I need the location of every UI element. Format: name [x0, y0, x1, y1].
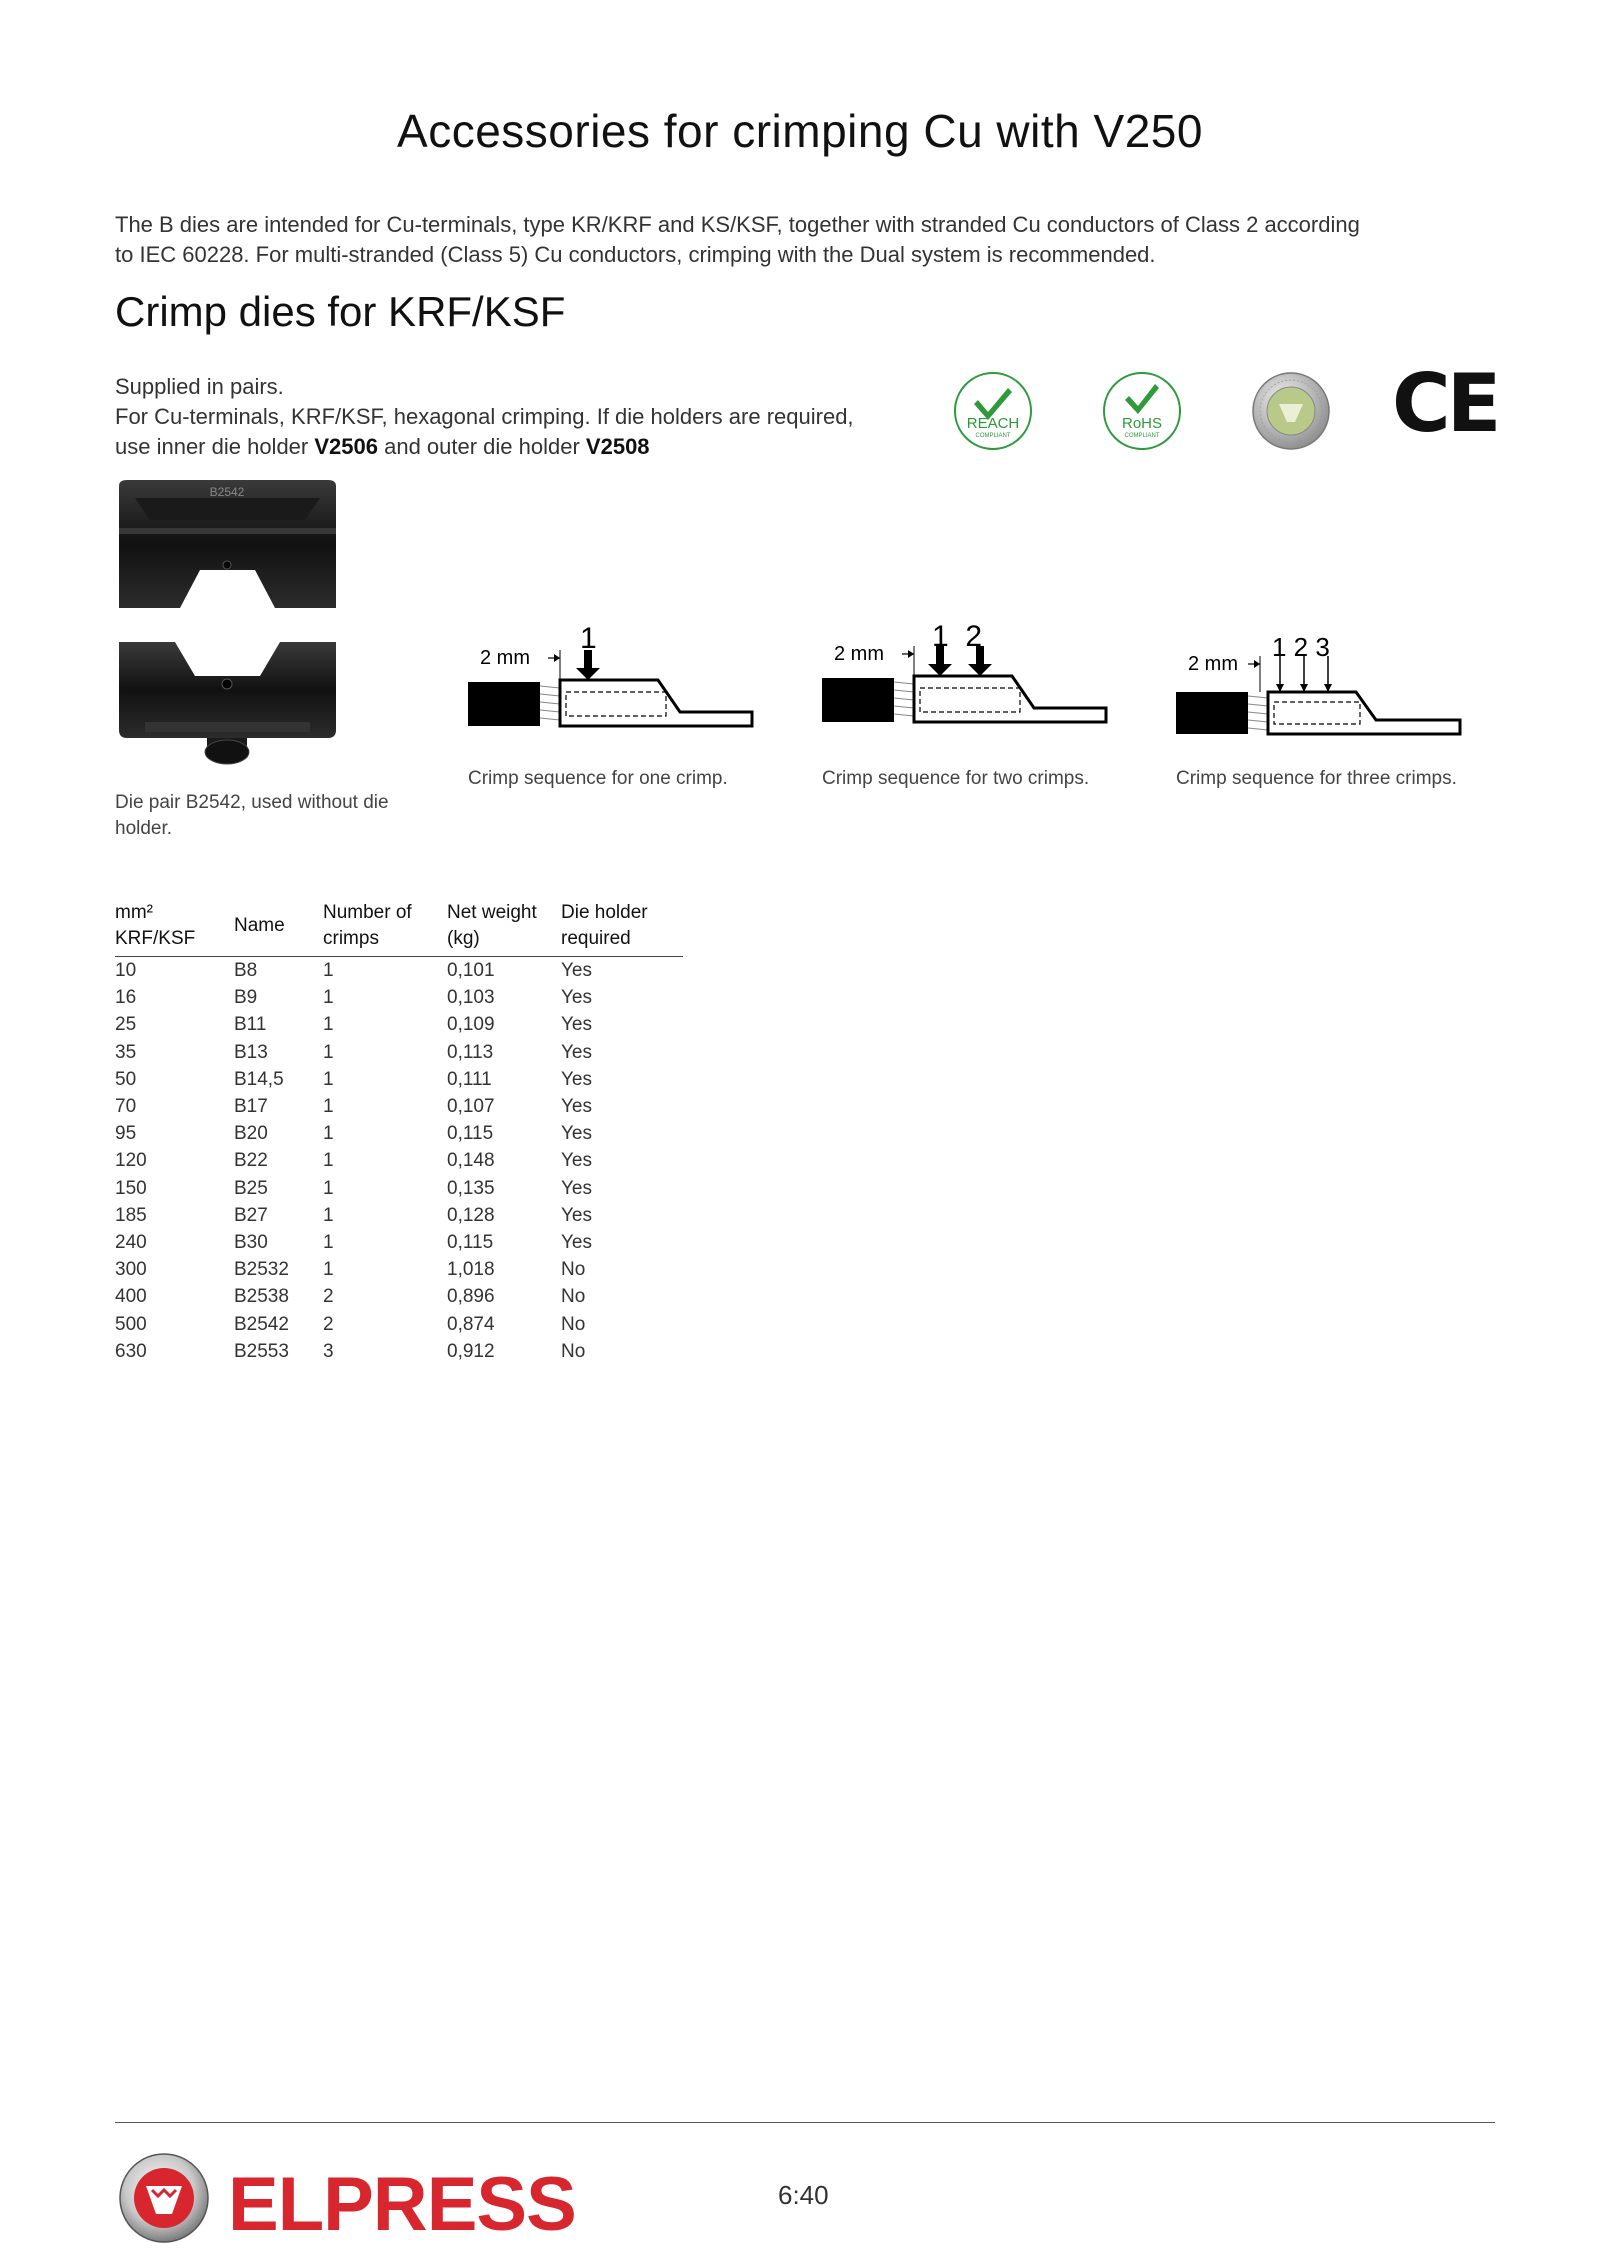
col-header-mm: mm² KRF/KSF [115, 900, 234, 957]
cell-mm: 400 [115, 1286, 147, 1308]
cell-weight: 0,109 [447, 1014, 495, 1036]
cell-name: B2538 [234, 1286, 289, 1308]
rohs-sub: COMPLIANT [1124, 433, 1160, 439]
cell-crimps: 1 [323, 1259, 334, 1281]
table-row [115, 1066, 683, 1093]
cell-crimps: 1 [323, 1123, 334, 1145]
cell-name: B22 [234, 1150, 268, 1172]
cell-mm: 70 [115, 1096, 137, 1118]
ce-mark: CE [1392, 357, 1498, 450]
table-row [115, 1039, 683, 1066]
cell-weight: 0,912 [447, 1340, 495, 1362]
cell-mm: 25 [115, 1014, 137, 1036]
footer-divider [115, 2122, 1495, 2123]
rohs-label: RoHS [1121, 415, 1163, 432]
cell-name: B2553 [234, 1340, 289, 1362]
cell-name: B11 [234, 1014, 267, 1036]
col-header-weight: Net weight (kg) [447, 900, 561, 957]
cell-weight: 0,135 [447, 1177, 495, 1199]
col-header-crimps: Number of crimps [323, 900, 447, 957]
cell-weight: 1,018 [447, 1259, 495, 1281]
intro-paragraph: The B dies are intended for Cu-terminals, type KR/KRF and KS/KSF, together with stranded Cu conductors of Class 2 according to IEC 60228. For multi-stranded (Class 5) Cu conductors, crimping with the Dual system is recommended. [115, 212, 1360, 267]
cell-mm: 185 [115, 1204, 147, 1226]
crimp-diagram-three [1176, 620, 1466, 740]
cell-name: B27 [234, 1204, 268, 1226]
crimp-numbers: 1 2 3 [1272, 632, 1330, 662]
cell-holder: No [561, 1259, 586, 1281]
photo-caption: Die pair B2542, used without die holder. [115, 792, 389, 839]
cell-holder: No [561, 1286, 586, 1308]
cell-holder: Yes [561, 1204, 592, 1226]
cell-weight: 0,111 [447, 1068, 492, 1090]
cell-crimps: 1 [323, 1150, 334, 1172]
cell-weight: 0,107 [447, 1096, 495, 1118]
table-body [115, 957, 683, 1366]
cell-mm: 50 [115, 1068, 137, 1090]
crimp-diagram-two [822, 620, 1112, 740]
dim-label: 2 mm [480, 647, 530, 669]
col-header-name: Name [234, 900, 323, 957]
cell-holder: Yes [561, 1014, 592, 1036]
cell-crimps: 1 [323, 1177, 334, 1199]
holder-line: use inner die holder V2506 and outer die holder V2508 [115, 434, 650, 459]
cell-name: B20 [234, 1123, 268, 1145]
section-heading: Crimp dies for KRF/KSF [115, 288, 566, 335]
cell-holder: Yes [561, 1096, 592, 1118]
cell-mm: 630 [115, 1340, 147, 1362]
table-row [115, 1093, 683, 1120]
outer-holder-code: V2508 [585, 434, 650, 459]
inner-holder-code: V2506 [314, 434, 378, 459]
table-row [115, 1120, 683, 1147]
crimp-numbers: 1 [580, 622, 597, 655]
table-header-row [115, 900, 683, 957]
cell-crimps: 3 [323, 1340, 334, 1362]
cell-name: B17 [234, 1096, 268, 1118]
cell-holder: Yes [561, 1123, 592, 1145]
table-row [115, 1147, 683, 1174]
cell-crimps: 1 [323, 987, 334, 1009]
cell-crimps: 1 [323, 1232, 334, 1254]
cell-name: B8 [234, 960, 258, 981]
cell-crimps: 1 [323, 1041, 334, 1063]
cell-mm: 16 [115, 987, 137, 1009]
cell-name: B14,5 [234, 1068, 284, 1090]
table-row [115, 984, 683, 1011]
cell-weight: 0,103 [447, 987, 495, 1009]
terminal-line: For Cu-terminals, KRF/KSF, hexagonal crimping. If die holders are required, [115, 404, 854, 429]
col-header-holder: Die holder required [561, 900, 683, 957]
cell-name: B2542 [234, 1313, 289, 1335]
cell-crimps: 1 [323, 1096, 334, 1118]
cell-holder: Yes [561, 1041, 592, 1063]
rohs-badge [1101, 370, 1183, 452]
page-number: 6:40 [778, 2180, 829, 2210]
cell-crimps: 1 [323, 960, 334, 981]
cell-mm: 500 [115, 1313, 147, 1335]
cell-holder: Yes [561, 1232, 592, 1254]
cell-weight: 0,115 [447, 1123, 494, 1145]
cell-weight: 0,148 [447, 1150, 495, 1172]
table-row [115, 1338, 683, 1365]
cell-weight: 0,113 [447, 1041, 494, 1063]
certification-seal-icon [1250, 370, 1332, 452]
table-row [115, 1256, 683, 1283]
cell-mm: 240 [115, 1232, 147, 1254]
cell-mm: 10 [115, 960, 137, 981]
cell-weight: 0,896 [447, 1286, 495, 1308]
crimp-numbers: 1 2 [932, 620, 983, 653]
cell-name: B25 [234, 1177, 268, 1199]
cell-crimps: 2 [323, 1286, 334, 1308]
cell-name: B30 [234, 1232, 268, 1254]
cell-mm: 95 [115, 1123, 137, 1145]
cell-weight: 0,874 [447, 1313, 495, 1335]
die-top-photo [115, 478, 340, 610]
cell-crimps: 1 [323, 1204, 334, 1226]
cell-weight: 0,128 [447, 1204, 495, 1226]
cell-mm: 150 [115, 1177, 147, 1199]
supplied-line: Supplied in pairs. [115, 374, 284, 399]
cell-weight: 0,101 [447, 960, 495, 981]
table-row [115, 1202, 683, 1229]
die-table [115, 900, 683, 1365]
cell-holder: Yes [561, 987, 592, 1009]
diagram-caption-two: Crimp sequence for two crimps. [822, 768, 1090, 789]
cell-name: B13 [234, 1041, 268, 1063]
elpress-logo [118, 2152, 638, 2244]
diagram-caption-one: Crimp sequence for one crimp. [468, 768, 728, 789]
cell-crimps: 1 [323, 1014, 334, 1036]
cell-crimps: 1 [323, 1068, 334, 1090]
reach-label: REACH [966, 415, 1020, 432]
cell-holder: Yes [561, 1177, 592, 1199]
cell-weight: 0,115 [447, 1232, 494, 1254]
cell-crimps: 2 [323, 1313, 334, 1335]
table-row [115, 1175, 683, 1202]
cell-mm: 300 [115, 1259, 147, 1281]
cell-holder: Yes [561, 1068, 592, 1090]
cell-holder: No [561, 1313, 586, 1335]
die-marking: B2542 [209, 485, 245, 499]
table-row [115, 1311, 683, 1338]
table-row [115, 1283, 683, 1310]
crimp-diagram-one [468, 620, 758, 740]
cell-name: B9 [234, 987, 258, 1009]
section-description [115, 372, 935, 462]
cell-name: B2532 [234, 1259, 289, 1281]
cell-holder: Yes [561, 1150, 592, 1172]
cell-holder: Yes [561, 960, 592, 981]
reach-badge [952, 370, 1034, 452]
cell-mm: 35 [115, 1041, 137, 1063]
table-row [115, 1229, 683, 1256]
table-row [115, 957, 683, 985]
die-bottom-photo [115, 638, 340, 768]
dim-label: 2 mm [1188, 653, 1238, 675]
dim-label: 2 mm [834, 643, 884, 665]
cell-mm: 120 [115, 1150, 147, 1172]
reach-sub: COMPLIANT [975, 433, 1011, 439]
cell-holder: No [561, 1340, 586, 1362]
table-row [115, 1011, 683, 1038]
brand-name: ELPRESS [228, 2162, 576, 2244]
diagram-caption-three: Crimp sequence for three crimps. [1176, 768, 1457, 789]
page-title: Accessories for crimping Cu with V250 [397, 105, 1203, 157]
